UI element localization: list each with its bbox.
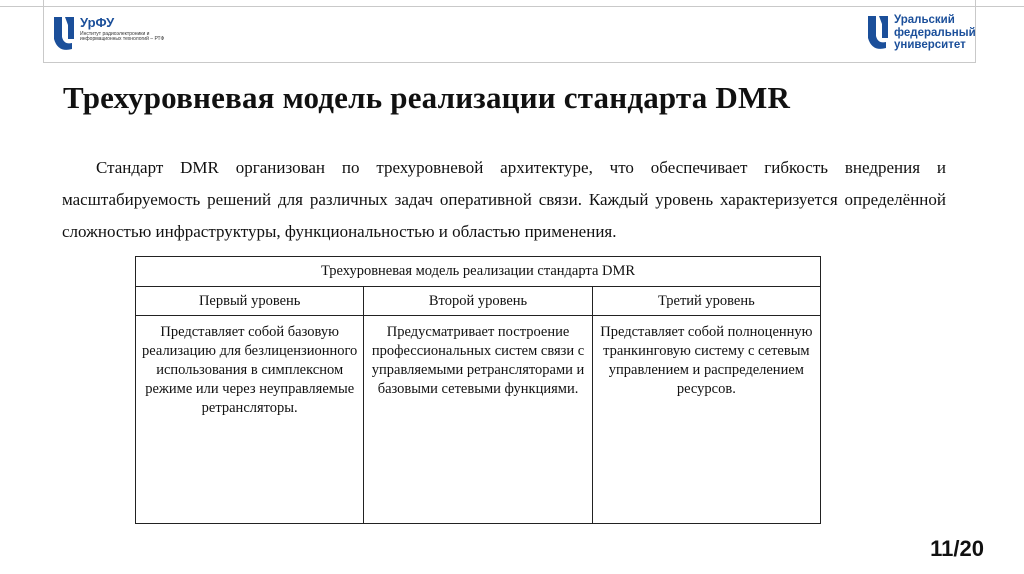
frame-header-line: [43, 62, 976, 63]
table-header-row: [136, 287, 821, 316]
table-header-level-3: Третий уровень: [592, 287, 820, 316]
page-number: 11/20: [930, 536, 984, 561]
table-header-level-2: Второй уровень: [364, 287, 592, 316]
table-header-level-1: Первый уровень: [136, 287, 364, 316]
table-cell-level-1: Представляет собой базовую реализацию для безлицензионного использования в симплексном режиме или через неуправляемые ретрансляторы.: [136, 316, 364, 524]
levels-table: [135, 256, 821, 524]
right-logo-line-1: Уральский: [894, 14, 955, 26]
frame-top-line: [0, 6, 1024, 7]
table-cell-level-2: Предусматривает построение профессиональных систем связи с управляемыми ретрансляторами и базовыми сетевыми функциями.: [364, 316, 592, 524]
header-left-logo: [52, 15, 165, 59]
right-logo-name: [894, 14, 976, 52]
right-logo-line-3: университет: [894, 39, 966, 51]
urfu-logo-icon: [866, 14, 890, 54]
header-right-logo: [866, 14, 986, 56]
table-row: [136, 316, 821, 524]
right-logo-line-2: федеральный: [894, 26, 976, 39]
frame-left-line: [43, 0, 44, 62]
urfu-logo-icon: [52, 15, 76, 55]
table-caption: Трехуровневая модель реализации стандарта DMR: [136, 257, 821, 287]
slide-title: Трехуровневая модель реализации стандарта DMR: [63, 80, 791, 115]
left-logo-name: УрФУ: [80, 15, 115, 30]
table-cell-level-3: Представляет собой полноценную транкинговую систему с сетевым управлением и распределением ресурсов.: [592, 316, 820, 524]
intro-paragraph: Стандарт DMR организован по трехуровневой архитектуре, что обеспечивает гибкость внедрения и масштабируемость решений для различных задач оперативной связи. Каждый уровень характеризуется определённой сложностью инфраструктуры, функциональностью и областью применения.: [62, 158, 946, 241]
table-caption-row: [136, 257, 821, 287]
left-logo-subtitle: Институт радиоэлектроники и информационных технологий – РТФ: [80, 31, 165, 43]
